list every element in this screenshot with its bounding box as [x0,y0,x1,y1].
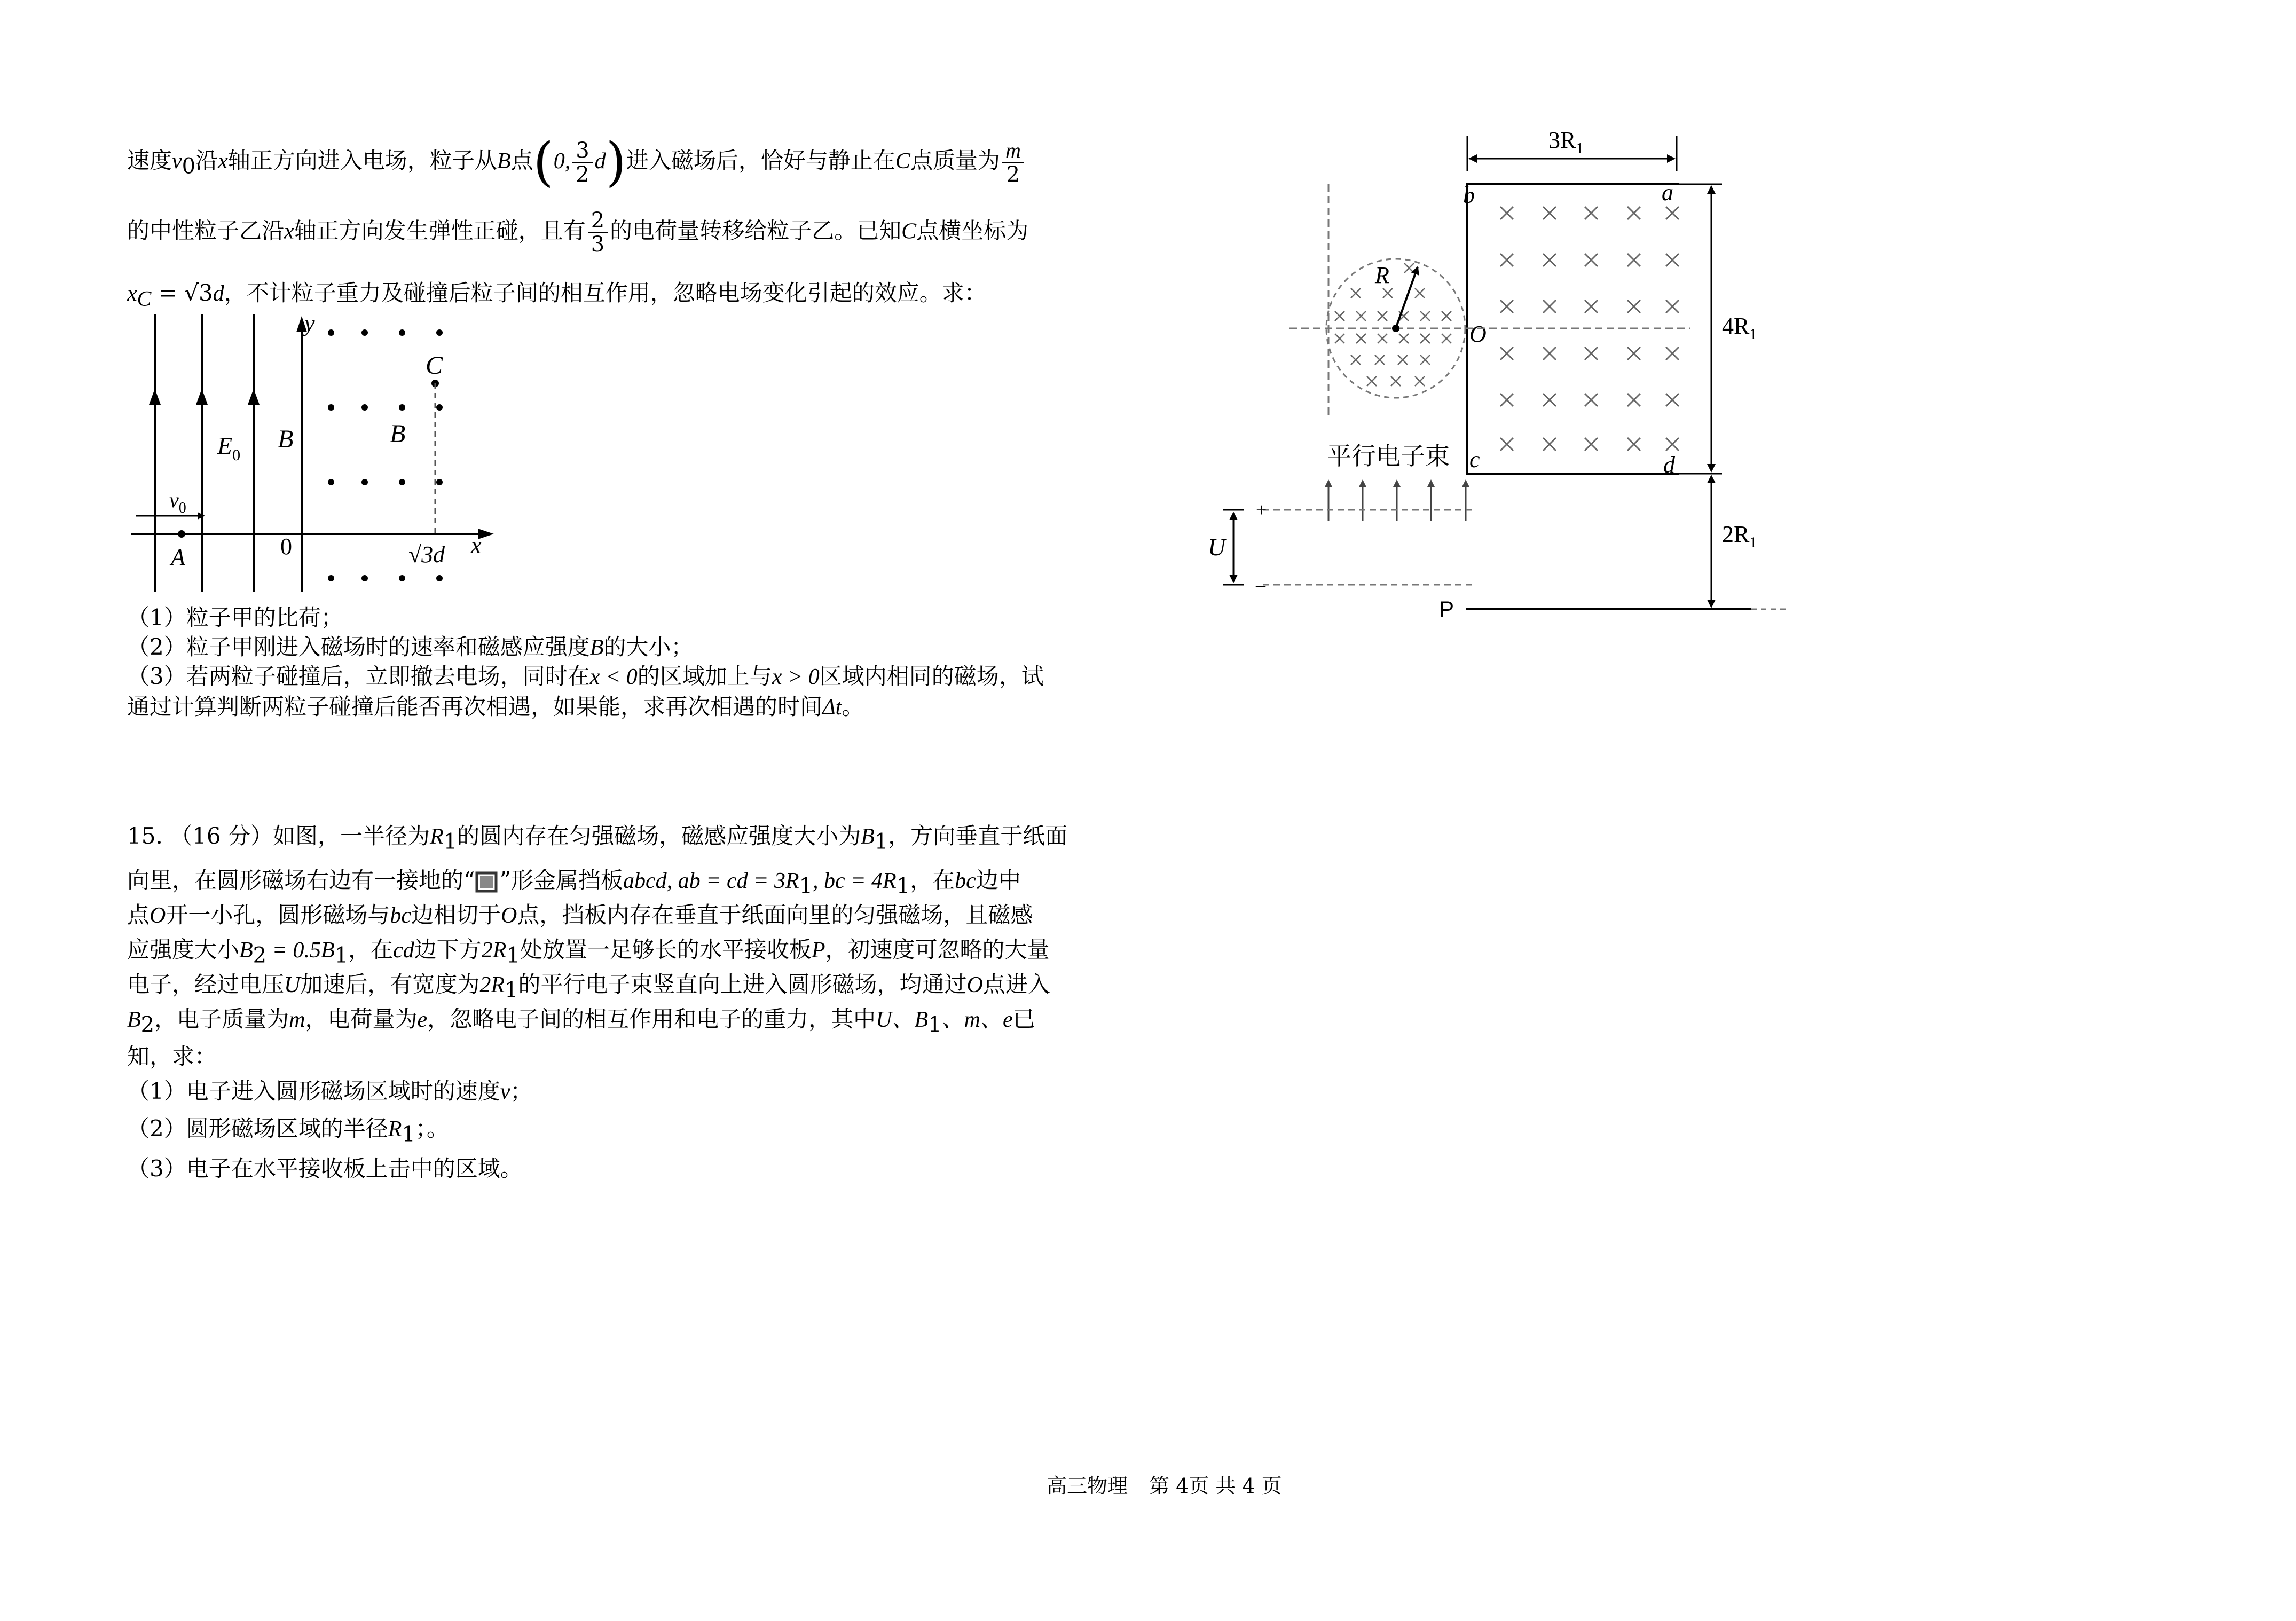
p15-line-3: 点O开一小孔，圆形磁场与bc边相切于O点，挡板内存在垂直于纸面向里的匀强磁场，且磁感 [127,902,1033,928]
dim-4r1-label: $4R_1$ [1722,313,1757,343]
dim-2r1-label: $2R_1$ [1722,521,1757,551]
xc-label: √3d [408,541,445,568]
x-label: x [471,532,482,558]
radius-label: R [1375,262,1389,288]
plate-p-label: P [1439,596,1454,621]
p14-field-diagram [125,309,499,597]
y-label: y [304,310,315,336]
circle-field-crosses [1335,263,1451,386]
minus-label: – [1256,574,1265,595]
point-A [178,530,185,538]
e-arrow-3 [248,389,260,405]
voltage-label: U [1208,533,1226,561]
e-arrow-1 [149,389,161,405]
beam-label: 平行电子束 [1327,442,1450,470]
p15-q3: （3）电子在水平接收板上击中的区域。 [127,1155,523,1182]
v0-label: $v_0$ [169,488,186,516]
b-point-label: B [278,425,294,453]
p15-q1: （1）电子进入圆形磁场区域时的速度v； [127,1078,533,1104]
e-arrow-2 [196,389,208,405]
p15-line-2: 向里，在圆形磁场右边有一接地的“ ”形金属挡板abcd, ab = cd = $3R_1$, bc = $4R_1$，在bc边中 [127,867,1021,899]
p14-line-2: 的中性粒子乙沿x轴正方向发生弹性正碰，且有 $\frac{2}{3}$ 的电荷量转移给粒子乙。已知C点横坐标为 [127,208,1029,257]
corner-c: c [1469,446,1480,473]
p15-line-7: 知，求： [127,1043,217,1069]
bracket-shape-icon [475,871,499,893]
e0-label: $E_0$ [217,432,241,464]
p14-q2: （2）粒子甲刚进入磁场时的速率和磁感应强度B的大小； [127,634,694,660]
p14-line-3: $x_C = √3d$，不计粒子重力及碰撞后粒子间的相互作用，忽略电场变化引起的效应。求： [127,280,987,311]
corner-d: d [1663,452,1675,478]
dim-3r1-label: $3R_1$ [1548,127,1584,157]
p15-line-5: 电子，经过电压U加速后，有宽度为$2R_1$的平行电子束竖直向上进入圆形磁场，均通过O点进入 [127,971,1050,1003]
point-o-label: O [1469,321,1487,347]
p14-q1: （1）粒子甲的比荷； [127,604,343,631]
p15-q2: （2）圆形磁场区域的半径$R_1$；。 [127,1115,449,1147]
p15-line-1: 15. （16 分）如图，一半径为$R_1$的圆内存在匀强磁场，磁感应强度大小为$B_1$，方向垂直于纸面 [127,823,1068,854]
electron-beam-arrows [1328,483,1466,521]
p15-line-6: $B_2$，电子质量为m，电荷量为e，忽略电子间的相互作用和电子的重力，其中U、$B_1$、m、e已 [127,1006,1035,1037]
page-footer [1047,1469,1282,1499]
plus-label: + [1256,499,1267,521]
p14-q3-line-1: （3）若两粒子碰撞后，立即撤去电场，同时在x < 0的区域加上与x > 0区域内相同的磁场，试 [127,663,1044,689]
p15-magnetic-field-diagram [1196,115,1789,627]
corner-b: b [1463,182,1475,208]
origin-label: 0 [280,533,292,560]
p14-q3-line-2: 通过计算判断两粒子碰撞后能否再次相遇，如果能，求再次相遇的时间Δt。 [127,694,864,720]
footer-subject: 高三物理 [1047,1474,1128,1498]
footer-page-number: 第 4页 共 4 页 [1149,1474,1282,1498]
b-field-label: B [390,420,406,448]
a-label: A [171,544,185,570]
corner-a: a [1662,179,1673,206]
p15-line-4: 应强度大小$B_2 = 0.5B_1$，在cd边下方$2R_1$处放置一足够长的水平接收板P，初速度可忽略的大量 [127,937,1050,968]
c-label: C [426,351,443,380]
p14-line-1: 速度$v_0$沿x轴正方向进入电场，粒子从B点(0, $\frac{3}{2}$ d)进入磁场后，恰好与静止在C点质量为 $\frac{m}{2}$ [127,136,1026,188]
